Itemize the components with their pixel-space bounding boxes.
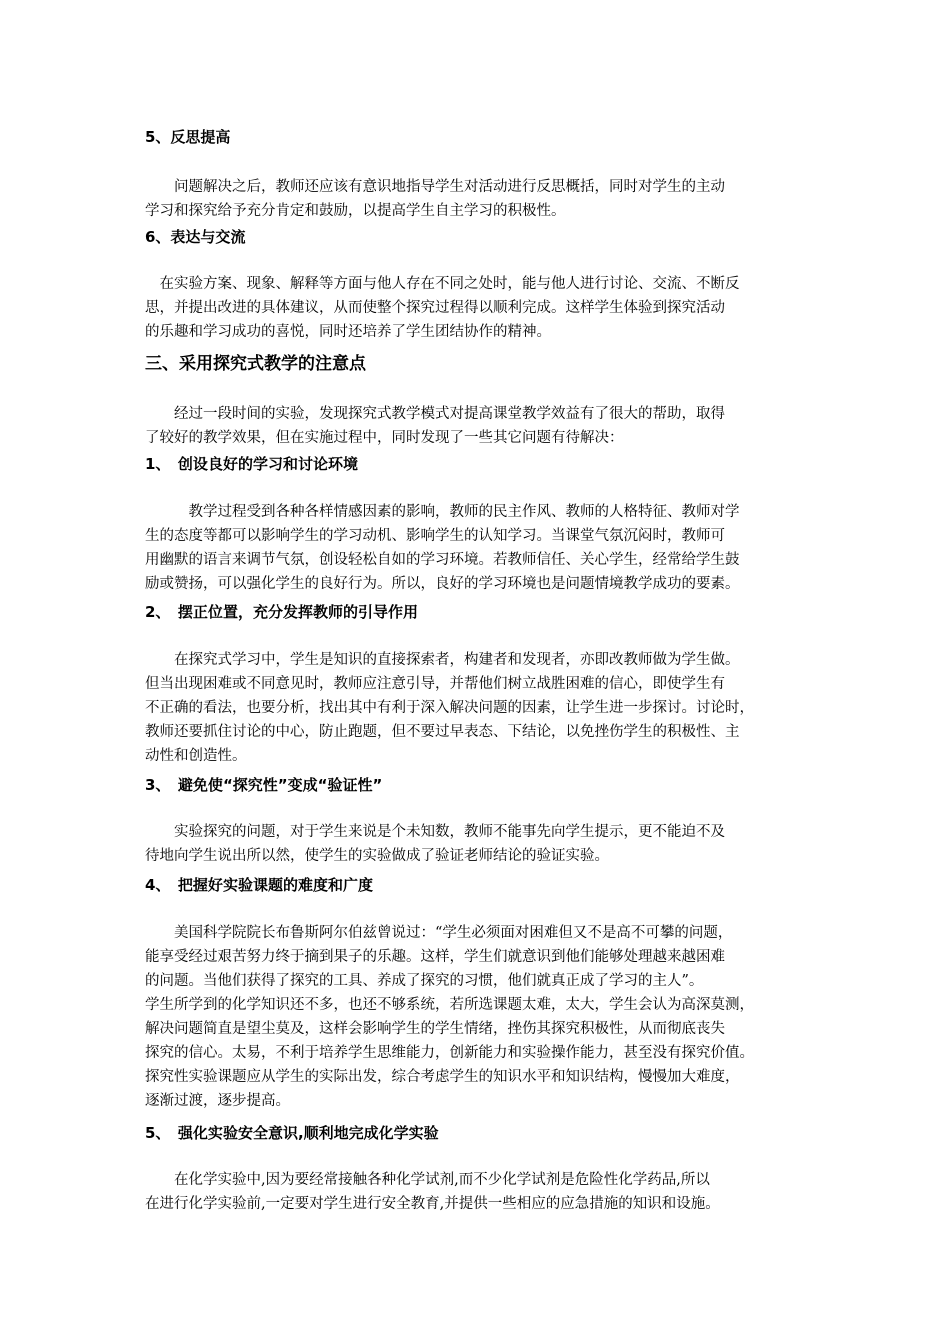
paragraph-line: 实验探究的问题，对于学生来说是个未知数，教师不能事先向学生提示，更不能迫不及 [145, 824, 725, 840]
paragraph-line: 但当出现困难或不同意见时，教师应注意引导，并帮他们树立战胜困难的信心，即使学生有 [145, 676, 725, 692]
paragraph-line: 生的态度等都可以影响学生的学习动机、影响学生的认知学习。当课堂气氛沉闷时，教师可 [145, 528, 725, 544]
paragraph-line: 不正确的看法，也要分析，找出其中有利于深入解决问题的因素，让学生进一步探讨。讨论时， [145, 700, 754, 716]
paragraph-line: 思，并提出改进的具体建议，从而使整个探究过程得以顺利完成。这样学生体验到探究活动 [145, 300, 725, 316]
paragraph [145, 820, 815, 868]
section-heading: 5、反思提高 [145, 128, 231, 146]
paragraph [145, 1168, 815, 1216]
paragraph-line: 在化学实验中,因为要经常接触各种化学试剂,而不少化学试剂是危险性化学药品,所以 [145, 1172, 710, 1188]
paragraph-line: 待地向学生说出所以然，使学生的实验做成了验证老师结论的验证实验。 [145, 848, 609, 864]
paragraph-line: 在实验方案、现象、解释等方面与他人存在不同之处时，能与他人进行讨论、交流、不断反 [145, 276, 740, 292]
paragraph [145, 175, 815, 223]
section-heading: 5、 强化实验安全意识,顺利地完成化学实验 [145, 1124, 439, 1142]
paragraph-line: 动性和创造性。 [145, 748, 247, 764]
paragraph-line: 问题解决之后，教师还应该有意识地指导学生对活动进行反思概括，同时对学生的主动 [145, 179, 725, 195]
paragraph-line: 美国科学院院长布鲁斯阿尔伯兹曾说过：“学生必须面对困难但又不是高不可攀的问题， [145, 925, 733, 941]
paragraph-line: 经过一段时间的实验，发现探究式教学模式对提高课堂教学效益有了很大的帮助，取得 [145, 406, 725, 422]
paragraph-line: 学习和探究给予充分肯定和鼓励，以提高学生自主学习的积极性。 [145, 203, 566, 219]
paragraph-line: 能享受经过艰苦努力终于摘到果子的乐趣。这样，学生们就意识到他们能够处理越来越困难 [145, 949, 725, 965]
paragraph-line: 的乐趣和学习成功的喜悦，同时还培养了学生团结协作的精神。 [145, 324, 551, 340]
paragraph-line: 探究的信心。太易，不利于培养学生思维能力，创新能力和实验操作能力，甚至没有探究价值。 [145, 1045, 754, 1061]
section-heading: 2、 摆正位置，充分发挥教师的引导作用 [145, 603, 418, 621]
section-heading: 6、表达与交流 [145, 228, 246, 246]
paragraph [145, 648, 815, 768]
chapter-heading: 三、采用探究式教学的注意点 [145, 354, 366, 374]
paragraph-line: 教学过程受到各种各样情感因素的影响，教师的民主作风、教师的人格特征、教师对学 [145, 504, 740, 520]
section-heading: 1、 创设良好的学习和讨论环境 [145, 455, 358, 473]
paragraph-line: 了较好的教学效果，但在实施过程中，同时发现了一些其它问题有待解决： [145, 430, 624, 446]
paragraph-line: 解决问题简直是望尘莫及，这样会影响学生的学生情绪，挫伤其探究积极性，从而彻底丧失 [145, 1021, 725, 1037]
section-heading: 3、 避免使“探究性”变成“验证性” [145, 776, 383, 794]
paragraph-line: 学生所学到的化学知识还不多，也还不够系统，若所选课题太难，太大，学生会认为高深莫测， [145, 997, 754, 1013]
section-heading: 4、 把握好实验课题的难度和广度 [145, 876, 373, 894]
paragraph-line: 在进行化学实验前,一定要对学生进行安全教育,并提供一些相应的应急措施的知识和设施。 [145, 1196, 720, 1212]
paragraph [145, 272, 815, 344]
paragraph-line: 在探究式学习中，学生是知识的直接探索者，构建者和发现者，亦即改教师做为学生做。 [145, 652, 740, 668]
paragraph [145, 500, 815, 596]
paragraph-line: 探究性实验课题应从学生的实际出发，综合考虑学生的知识水平和知识结构，慢慢加大难度， [145, 1069, 740, 1085]
paragraph [145, 921, 815, 1113]
paragraph-line: 教师还要抓住讨论的中心，防止跑题，但不要过早表态、下结论，以免挫伤学生的积极性、主 [145, 724, 740, 740]
paragraph [145, 402, 815, 450]
paragraph-line: 的问题。当他们获得了探究的工具、养成了探究的习惯，他们就真正成了学习的主人”。 [145, 973, 704, 989]
paragraph-line: 逐渐过渡，逐步提高。 [145, 1093, 290, 1109]
paragraph-line: 用幽默的语言来调节气氛，创设轻松自如的学习环境。若教师信任、关心学生，经常给学生鼓 [145, 552, 740, 568]
paragraph-line: 励或赞扬，可以强化学生的良好行为。所以，良好的学习环境也是问题情境教学成功的要素。 [145, 576, 740, 592]
